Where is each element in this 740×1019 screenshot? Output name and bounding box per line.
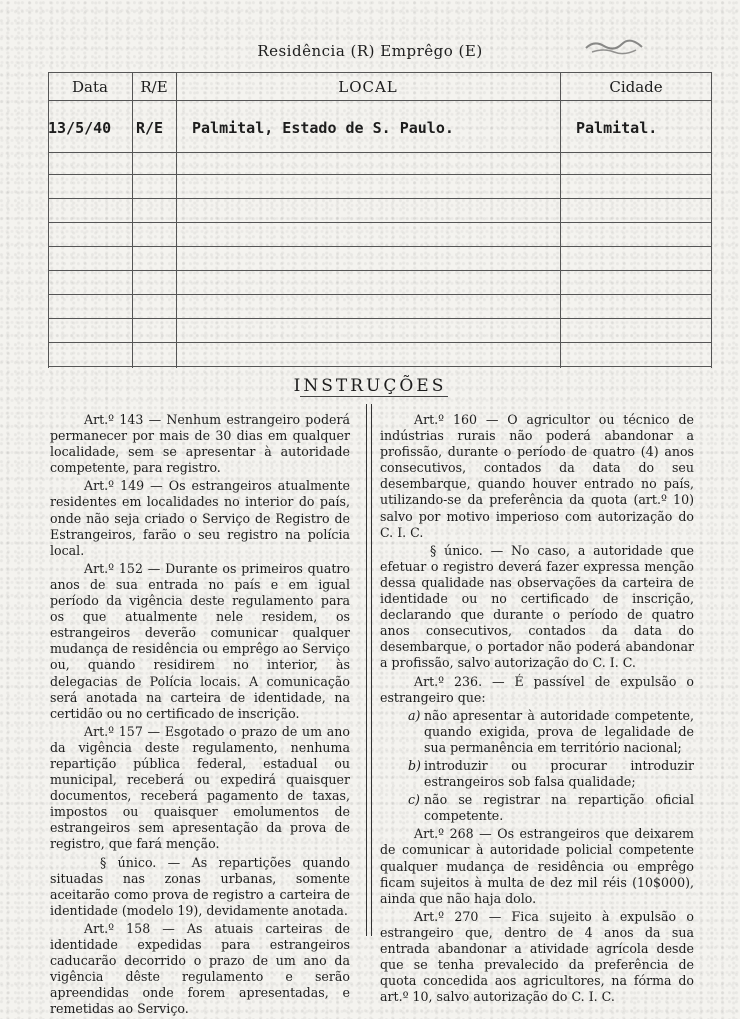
article-236-item-a xyxy=(380,708,694,756)
item-text: não se registrar na repartição oficial competente. xyxy=(424,792,694,824)
article-157: Art.º 157 — Esgotado o prazo de um ano da vigência deste regulamento, nenhuma repartição pública federal, estadual ou municipal, receberá ou expedirá quaisquer documentos, receberá pagamento de taxas, impostos ou quaisquer emolumentos de estrangeiros sem apresentação da prova de registro, que fará menção. xyxy=(50,723,350,852)
article-236-item-c xyxy=(380,792,694,824)
instructions-left-column xyxy=(50,412,350,1019)
column-header-re: R/E xyxy=(140,78,168,96)
article-157-single-paragraph: § único. — As repartições quando situadas nas zonas urbanas, somente aceitarão como prova de registro a carteira de identidade (modelo 19), devidamente anotada. xyxy=(50,854,350,918)
row1-local: Palmital, Estado de S. Paulo. xyxy=(192,119,454,137)
article-143: Art.º 143 — Nenhum estrangeiro poderá permanecer por mais de 30 dias em qualquer localidade, sem se apresentar à autoridade competente, para registro. xyxy=(50,412,350,476)
item-letter: b) xyxy=(408,757,421,773)
item-text: introduzir ou procurar introduzir estrangeiros sob falsa qualidade; xyxy=(424,757,694,790)
form-title: Residência (R) Emprêgo (E) xyxy=(257,42,483,60)
title-underline xyxy=(300,396,448,397)
row1-re: R/E xyxy=(136,119,164,137)
article-152: Art.º 152 — Durante os primeiros quatro anos de sua entrada no país e em igual período da vigência deste regulamento para os que atualmente nele residem, os estrangeiros deverão comunicar qualquer mudança de residência ou emprêgo ao Serviço ou, quando residirem no interior, às delegacias de Polícia locais. A comunicação será anotada na carteira de identidade, na certidão ou no certificado de inscrição. xyxy=(50,560,350,721)
column-header-local: LOCAL xyxy=(338,78,398,96)
column-header-cidade: Cidade xyxy=(609,78,663,96)
column-header-data: Data xyxy=(72,78,108,96)
ink-stamp-smudge xyxy=(584,38,644,56)
item-letter: a) xyxy=(408,707,421,723)
article-158: Art.º 158 — As atuais carteiras de identidade expedidas para estrangeiros caducarão decorrido o prazo de um ano da vigência dêste regulamento e serão apreendidas onde forem apresentadas, e remetidas ao Serviço. xyxy=(50,920,350,1017)
row1-date: 13/5/40 xyxy=(48,119,112,137)
instructions-right-column xyxy=(380,412,694,1007)
article-268: Art.º 268 — Os estrangeiros que deixarem de comunicar à autoridade policial competente qualquer mudança de residência ou emprêgo ficam sujeitos à multa de dez mil réis (10$000), ainda que não haja dolo. xyxy=(380,826,694,906)
article-160-single-paragraph: § único. — No caso, a autoridade que efetuar o registro deverá fazer expressa menção dessa qualidade nas observações da carteira de identidade ou no certificado de inscrição, declarando que durante o período de quatro anos consecutivos, contados da data do desembarque, o portador não poderá abandonar a profissão, salvo autorização do C. I. C. xyxy=(380,542,694,671)
residence-employment-table xyxy=(48,72,712,368)
article-236-item-b xyxy=(380,758,694,790)
article-270: Art.º 270 — Fica sujeito à expulsão o estrangeiro que, dentro de 4 anos da sua entrada abandonar a atividade agrícola desde que se tenha prevalecido da preferência de quota concedida aos agricultores, na fórma do art.º 10, salvo autorização do C. I. C. xyxy=(380,908,694,1005)
column-divider xyxy=(366,404,372,936)
article-149: Art.º 149 — Os estrangeiros atualmente residentes em localidades no interior do país, onde não seja criado o Serviço de Registro de Estrangeiros, farão o seu registro na polícia local. xyxy=(50,478,350,558)
article-236: Art.º 236. — É passível de expulsão o estrangeiro que: xyxy=(380,673,694,705)
item-text: não apresentar à autoridade competente, quando exigida, prova de legalidade de sua permanência em território nacional; xyxy=(424,707,694,755)
article-160: Art.º 160 — O agricultor ou técnico de indústrias rurais não poderá abandonar a profissão, durante o período de quatro (4) anos consecutivos, contados da data do seu desembarque, quando houver entrado no país, utilizando-se da preferência da quota (art.º 10) salvo por motivo imperioso com autorização do C. I. C. xyxy=(380,412,694,540)
instructions-title: INSTRUÇÕES xyxy=(293,376,447,396)
row1-cidade: Palmital. xyxy=(576,119,658,137)
item-letter: c) xyxy=(408,792,420,808)
